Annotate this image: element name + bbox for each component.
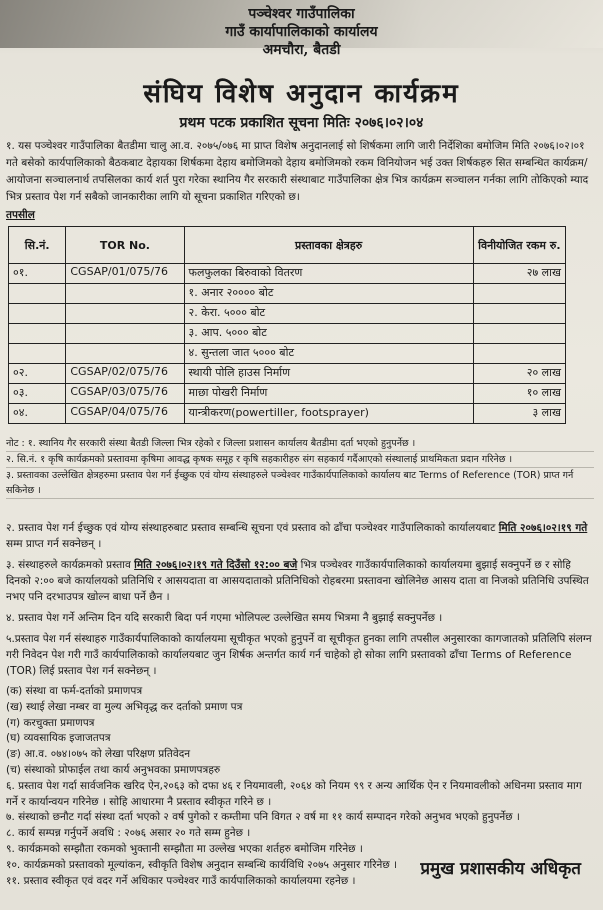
cell-sn xyxy=(9,284,66,304)
cell-tor: CGSAP/03/075/76 xyxy=(66,384,184,404)
note-item: नोट : १. स्थानिय गैर सरकारी संस्था बैतडी जिल्ला भित्र रहेको र जिल्ला प्रशासन कार्यालय बैतडीमा दर्ता भएको हुनुपर्नेछ । xyxy=(6,436,594,452)
signatory-title: प्रमुख प्रशासकीय अधिकृत xyxy=(420,859,581,879)
notice-body xyxy=(6,520,596,889)
list-item: (ख) स्थाई लेखा नम्बर वा मुल्य अभिवृद्ध कर दर्ताको प्रमाण पत्र xyxy=(6,700,243,713)
table-row xyxy=(9,324,566,344)
office-name-line1: पञ्चेश्वर गाउँपालिका xyxy=(248,6,355,22)
table-row xyxy=(9,384,566,404)
table-row xyxy=(9,264,566,284)
cell-amount xyxy=(473,324,565,344)
cell-sn: ०३. xyxy=(9,384,66,404)
cell-amount xyxy=(473,304,565,324)
col-header-activity: प्रस्तावका क्षेत्रहरु xyxy=(184,227,473,264)
table-row xyxy=(9,304,566,324)
list-item: (क) संस्था वा फर्म-दर्ताको प्रमाणपत्र xyxy=(6,685,143,697)
cell-sn xyxy=(9,344,66,364)
clause-3 xyxy=(6,557,596,605)
cell-tor xyxy=(66,344,184,364)
cell-tor xyxy=(66,324,184,344)
list-item: ९. कार्यक्रमको सम्झौता रकमको भुक्तानी सम्झौता मा उल्लेख भएका शर्तहरु बमोजिम गरिनेछ । xyxy=(6,842,363,855)
cell-tor: CGSAP/04/075/76 xyxy=(66,404,184,424)
list-item: (ङ) आ.व. ०७४।०७५ को लेखा परिक्षण प्रतिवेदन xyxy=(6,748,191,761)
cell-amount: २७ लाख xyxy=(473,264,565,284)
cell-activity: माछा पोखरी निर्माण xyxy=(184,384,473,404)
cell-activity: १. अनार २०००० बोट xyxy=(184,284,473,304)
annex-label: तपसील xyxy=(6,209,35,221)
cell-sn: ०४. xyxy=(9,404,66,424)
cell-amount xyxy=(473,344,565,364)
cell-sn xyxy=(9,304,66,324)
clause-2 xyxy=(6,520,596,552)
allocation-table xyxy=(8,226,566,424)
cell-amount xyxy=(473,284,565,304)
cell-sn: ०२. xyxy=(9,364,66,384)
cell-sn xyxy=(9,324,66,344)
clause-3-text: ३. संस्थाहरुले कार्यक्रमको प्रस्ताव xyxy=(6,559,135,571)
clause-3-text-end: भित्र पञ्चेश्वर गाउँकार्यपालिकाको कार्यालयमा बुझाई सक्नुपर्ने छ र सोहि दिनको २:०० बजे कार्यालयको प्रतिनिधि र आसयदाता वा आसयदाताको प्रतिनिधिको रोहबरमा प्रस्तावना खोलिनेछ आसय दाता वा निजको प्रतिनिधि उपस्थित नभए पनि दरभाउपत्र खोल्न बाधा पर्ने छैन । xyxy=(6,559,589,603)
table-header-row xyxy=(9,227,566,264)
list-item: (च) संस्थाको प्रोफाईल तथा कार्य अनुभवका प्रमाणपत्रहरु xyxy=(6,763,221,776)
cell-activity: ४. सुन्तला जात ५००० बोट xyxy=(184,344,473,364)
cell-activity: स्थायी पोलि हाउस निर्माण xyxy=(184,364,473,384)
clause-2-text-end: सम्म प्राप्त गर्न सक्नेछन् । xyxy=(6,538,102,550)
table-row xyxy=(9,364,566,384)
list-item: (ग) करचुक्ता प्रमाणपत्र xyxy=(6,716,95,729)
clause-4: ४. प्रस्ताव पेश गर्ने अन्तिम दिन यदि सरकारी बिदा पर्न गएमा भोलिपल्ट उल्लेखित समय भित्रमा नै बुझाई सक्नुपर्नेछ । xyxy=(6,612,443,624)
list-item: ७. संस्थाको छनौट गर्दा संस्था दर्ता भएको २ वर्ष पुगेको र कम्तीमा पनि विगत २ वर्ष मा ११ कार्य सम्पादन गरेको अनुभव भएको हुनुपर्नेछ । xyxy=(6,811,520,824)
cell-tor: CGSAP/01/075/76 xyxy=(66,264,184,284)
list-item: १०. कार्यक्रमको प्रस्तावको मूल्यांकन, स्वीकृति विशेष अनुदान सम्बन्धि कार्यविधि २०७५ अनुसार गरिनेछ । xyxy=(6,858,398,871)
col-header-tor: TOR No. xyxy=(66,227,184,264)
list-item: ६. प्रस्ताव पेश गर्दा सार्वजनिक खरिद ऐन,२०६३ को दफा ४६ र नियमावली, २०६४ को नियम ९९ र अन्य आर्थिक ऐन र नियमावलीको अधिनमा प्रस्ताव माग गर्ने र कार्यान्वयन गरिनेछ । सोहि आधारमा नै प्रस्ताव स्वीकृत गरिने छ । xyxy=(6,779,582,808)
note-item: ३. प्रस्तावका उल्लेखित क्षेत्रहरुमा प्रस्ताव पेश गर्न ईच्छुक एवं योग्य संस्थाहरुले पञ्चेश्वर गाउँकार्यपालिकाको कार्यालय बाट Terms of Reference (TOR) प्राप्त गर्न सकिनेछ । xyxy=(6,468,594,499)
cell-amount: १० लाख xyxy=(473,384,565,404)
table-notes xyxy=(6,436,594,499)
office-address: अमचौरा, बैतडी xyxy=(262,42,341,58)
cell-tor: CGSAP/02/075/76 xyxy=(66,364,184,384)
clause-2-text: २. प्रस्ताव पेश गर्न ईच्छुक एवं योग्य संस्थाहरुबाट प्रस्ताव सम्बन्धि सूचना एवं प्रस्ताव को ढाँचा पञ्चेश्वर गाउँपालिकाको कार्यालयबाट xyxy=(6,522,499,534)
table-row xyxy=(9,404,566,424)
cell-activity: फलफुलका बिरुवाको वितरण xyxy=(184,264,473,284)
col-header-sn: सि.नं. xyxy=(9,227,66,264)
cell-tor xyxy=(66,304,184,324)
list-item: (घ) व्यवसायिक इजाजतपत्र xyxy=(6,732,111,745)
cell-amount: ३ लाख xyxy=(473,404,565,424)
list-item: ११. प्रस्ताव स्वीकृत एवं वदर गर्ने अधिकार पञ्चेश्वर गाउँ कार्यपालिकाको कार्यालयमा रहनेछ । xyxy=(6,874,356,887)
notice-subtitle: प्रथम पटक प्रकाशित सूचना मितिः २०७६।०२।०४ xyxy=(179,115,424,131)
office-name-line2: गाउँ कार्यापालिकाको कार्यालय xyxy=(225,24,378,40)
clause-2-date: मिति २०७६।०२।१९ गते xyxy=(498,522,588,534)
table-row xyxy=(9,344,566,364)
intro-paragraph: १. यस पञ्चेश्वर गाउँपालिका बैतडीमा चालु आ.व. २०७५/०७६ मा प्राप्त विशेष अनुदानलाई सो शिर्षकमा लागि जारी निर्देशिका बमोजिम मिति २०७६।०२।०१ गते बसेको कार्यपालिकाको बैठकबाट देहायका शिर्षकमा देहाय बमोजिमको देहाय बमोजिमको रकम विनियोजन भई उक्त शिर्षकहरु सित सम्बन्धित कार्यक्रम/आयोजना सञ्चालनार्थ तपसिलका कार्य शर्त पुरा गरेका स्थानिय गैर सरकारी संस्थाबाट गाउँपालिका क्षेत्र भित्र कार्यक्रम सञ्चालन गर्नका लागि तोकिएको म्याद भित्र प्रस्ताव पेश गर्न सबैको जानकारीका लागि यो सूचना प्रकाशित गरिएको छ। xyxy=(6,140,589,203)
cell-amount: २० लाख xyxy=(473,364,565,384)
cell-activity: यान्त्रीकरण(powertiller, footsprayer) xyxy=(184,404,473,424)
cell-sn: ०१. xyxy=(9,264,66,284)
note-item: २. सि.नं. १ कृषि कार्यक्रमको प्रस्तावमा कृषिमा आवद्ध कृषक समूह र कृषि सहकारीहरु संग सहकार्य गर्दैआएको संस्थालाई प्राथमिकता प्रदान गरिनेछ । xyxy=(6,452,594,468)
list-item: ८. कार्य सम्पन्न गर्नुपर्ने अवधि : २०७६ असार २० गते सम्म हुनेछ । xyxy=(6,827,251,840)
notice-title: संघिय विशेष अनुदान कार्यक्रम xyxy=(143,79,460,109)
cell-activity: २. केरा. ५००० बोट xyxy=(184,304,473,324)
col-header-amount: विनीयोजित रकम रु. xyxy=(473,227,565,264)
clause-5: ५.प्रस्ताव पेश गर्न संस्थाहरु गाउँकार्यपालिकाको कार्यालयमा सूचीकृत भएको हुनुपर्ने वा सूचीकृत हुनका लागि तपसील अनुसारका कागजातको प्रतिलिपि संलग्न गरी निवेदन पेश गरी गाउँ कार्यपालिकाको कार्यालयबाट जुन शिर्षक अन्तर्गत कार्य गर्न चाहेको हो सोका लागि प्रस्तावको ढाँचा Terms of Reference (TOR) लिई प्रस्ताव पेश गर्न सक्नेछन् । xyxy=(6,633,592,677)
cell-activity: ३. आप. ५००० बोट xyxy=(184,324,473,344)
cell-tor xyxy=(66,284,184,304)
clause-3-date: मिति २०७६।०२।१९ गते दिउँसो १२:०० बजे xyxy=(134,559,298,571)
table-row xyxy=(9,284,566,304)
